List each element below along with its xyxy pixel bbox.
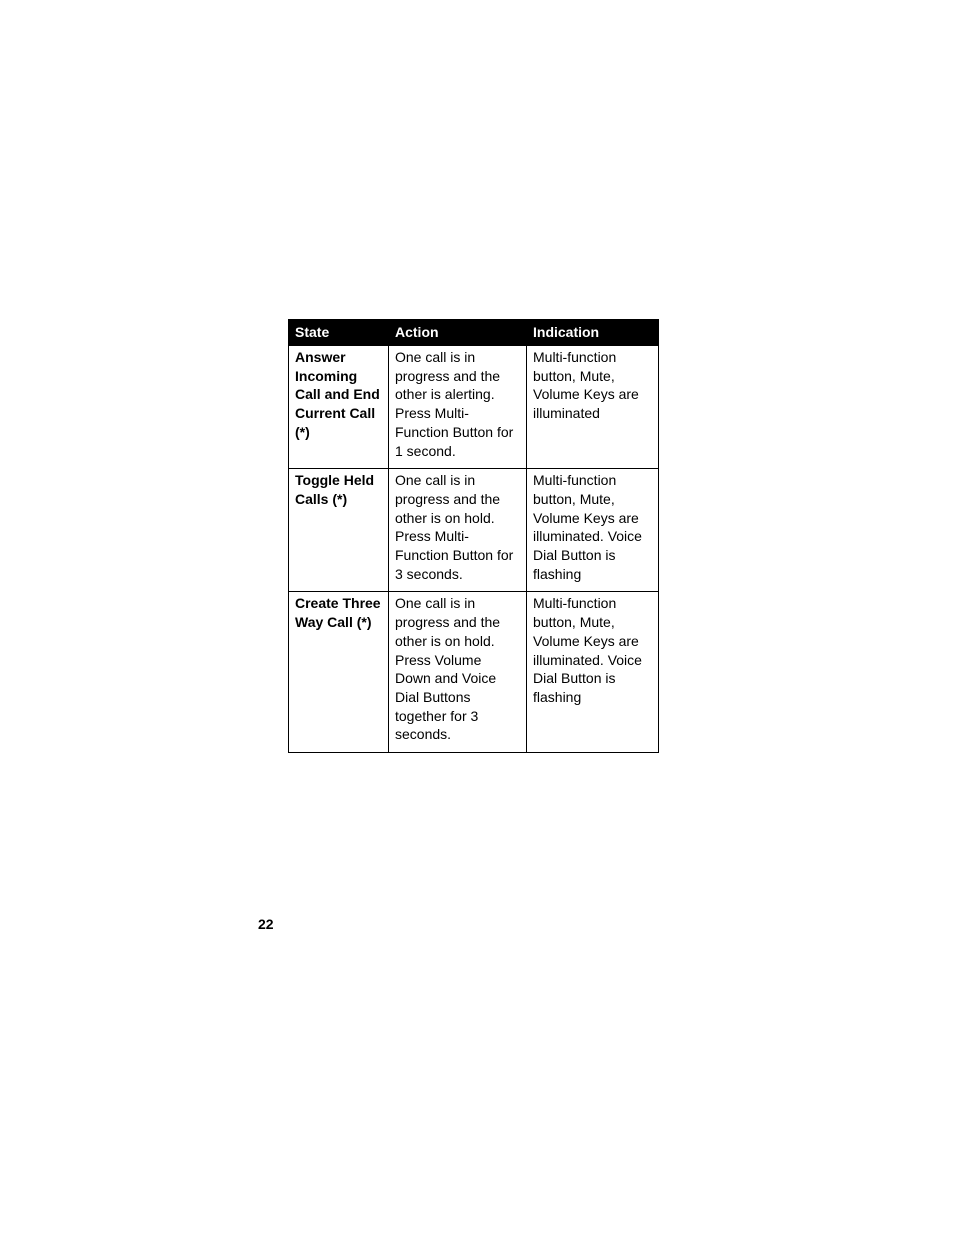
state-cell: Toggle Held Calls (*) [289, 469, 389, 592]
state-cell: Create Three Way Call (*) [289, 592, 389, 753]
table-body [289, 346, 659, 753]
page-number: 22 [258, 916, 274, 932]
call-states-table [288, 319, 659, 753]
header-state: State [289, 320, 389, 346]
header-indication: Indication [527, 320, 659, 346]
header-row [289, 320, 659, 346]
table-row [289, 469, 659, 592]
table-header [289, 320, 659, 346]
indication-cell: Multi-function button, Mute, Volume Keys are illuminated. Voice Dial Button is flashing [527, 592, 659, 753]
table-row [289, 346, 659, 469]
action-cell: One call is in progress and the other is alerting. Press Multi-Function Button for 1 second. [389, 346, 527, 469]
state-cell: Answer Incoming Call and End Current Call (*) [289, 346, 389, 469]
indication-cell: Multi-function button, Mute, Volume Keys are illuminated. Voice Dial Button is flashing [527, 469, 659, 592]
table-row [289, 592, 659, 753]
action-cell: One call is in progress and the other is on hold. Press Multi-Function Button for 3 seconds. [389, 469, 527, 592]
header-action: Action [389, 320, 527, 346]
action-cell: One call is in progress and the other is on hold. Press Volume Down and Voice Dial Buttons together for 3 seconds. [389, 592, 527, 753]
indication-cell: Multi-function button, Mute, Volume Keys are illuminated [527, 346, 659, 469]
